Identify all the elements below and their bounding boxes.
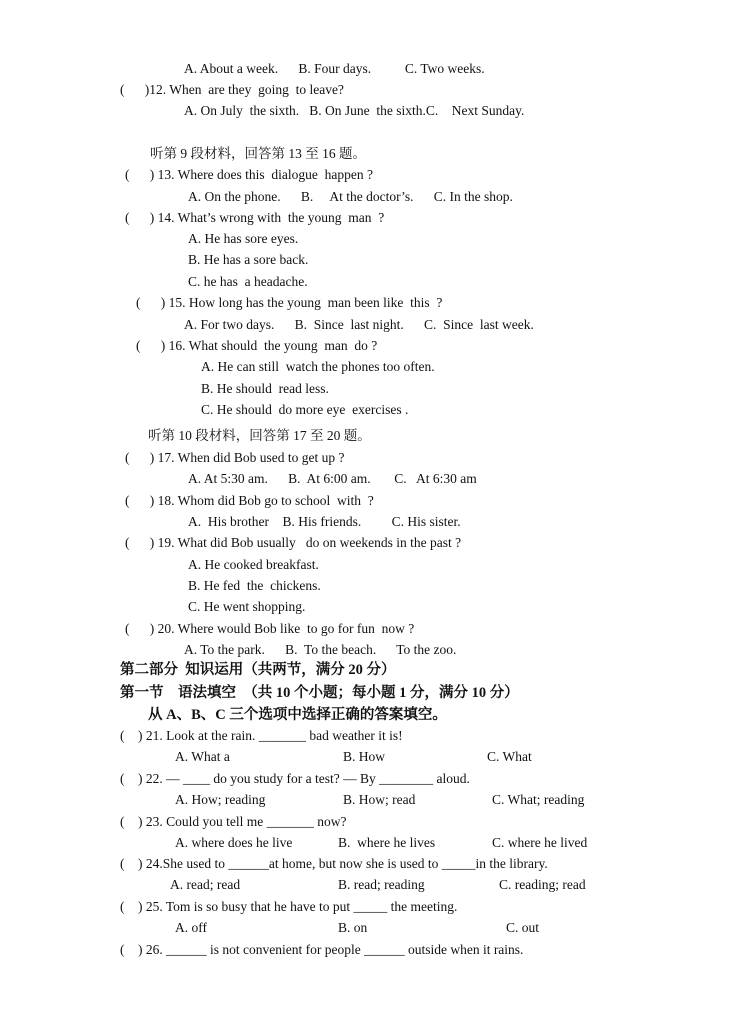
q25-option-c: C. out [506,920,540,935]
question-25: ( ) 25. Tom is so busy that he have to put _____ the meeting. [120,899,458,914]
part-two-heading: 第二部分 知识运用（共两节，满分 20 分） [120,662,396,678]
q22-option-a: A. How; reading [175,792,266,807]
q14-option-a: A. He has sore eyes. [188,231,299,246]
question-23: ( ) 23. Could you tell me _______ now? [120,814,347,829]
q25-option-a: A. off [175,920,207,935]
question-21: ( ) 21. Look at the rain. _______ bad weather it is! [120,728,403,743]
q14-option-b: B. He has a sore back. [188,252,309,267]
instructions: 从 A、B、C 三个选项中选择正确的答案填空。 [148,707,447,723]
question-15: ( ) 15. How long has the young man been like this ? [136,295,443,310]
q16-option-a: A. He can still watch the phones too often. [201,359,435,374]
q21-option-a: A. What a [175,749,230,764]
question-13: ( ) 13. Where does this dialogue happen ? [125,167,373,182]
q19-option-c: C. He went shopping. [188,599,306,614]
q22-option-b: B. How; read [343,792,416,807]
question-14: ( ) 14. What’s wrong with the young man ? [125,210,385,225]
section-heading-9: 听第 9 段材料，回答第 13 至 16 题。 [150,146,366,161]
question-24: ( ) 24.She used to ______at home, but now she is used to _____in the library. [120,856,548,871]
q14-option-c: C. he has a headache. [188,274,308,289]
question-16: ( ) 16. What should the young man do ? [136,338,378,353]
q13-options: A. On the phone. B. At the doctor’s. C. In the shop. [188,189,513,204]
question-17: ( ) 17. When did Bob used to get up ? [125,450,345,465]
question-12: ( )12. When are they going to leave? [120,82,344,97]
section-one-heading: 第一节 语法填空 （共 10 个小题；每小题 1 分，满分 10 分） [120,685,519,701]
section-heading-10: 听第 10 段材料，回答第 17 至 20 题。 [148,428,371,443]
q24-option-b: B. read; reading [338,877,425,892]
question-26: ( ) 26. ______ is not convenient for people ______ outside when it rains. [120,942,524,957]
q17-options: A. At 5:30 am. B. At 6:00 am. C. At 6:30 am [188,471,477,486]
q23-option-c: C. where he lived [492,835,588,850]
question-19: ( ) 19. What did Bob usually do on weekends in the past ? [125,535,462,550]
q21-option-c: C. What [487,749,532,764]
q12-options: A. On July the sixth. B. On June the sixth.C. Next Sunday. [184,103,525,118]
q16-option-c: C. He should do more eye exercises . [201,402,409,417]
q20-options: A. To the park. B. To the beach. To the zoo. [184,642,457,657]
q19-option-b: B. He fed the chickens. [188,578,321,593]
q19-option-a: A. He cooked breakfast. [188,557,319,572]
q11-options: A. About a week. B. Four days. C. Two weeks. [184,61,485,76]
question-22: ( ) 22. — ____ do you study for a test? — By ________ aloud. [120,771,470,786]
q15-options: A. For two days. B. Since last night. C. Since last week. [184,317,534,332]
q23-option-a: A. where does he live [175,835,293,850]
q21-option-b: B. How [343,749,386,764]
question-20: ( ) 20. Where would Bob like to go for fun now ? [125,621,415,636]
q24-option-a: A. read; read [170,877,241,892]
q22-option-c: C. What; reading [492,792,585,807]
q24-option-c: C. reading; read [499,877,586,892]
question-18: ( ) 18. Whom did Bob go to school with ? [125,493,374,508]
q25-option-b: B. on [338,920,368,935]
q16-option-b: B. He should read less. [201,381,329,396]
q18-options: A. His brother B. His friends. C. His sister. [188,514,461,529]
q23-option-b: B. where he lives [338,835,436,850]
